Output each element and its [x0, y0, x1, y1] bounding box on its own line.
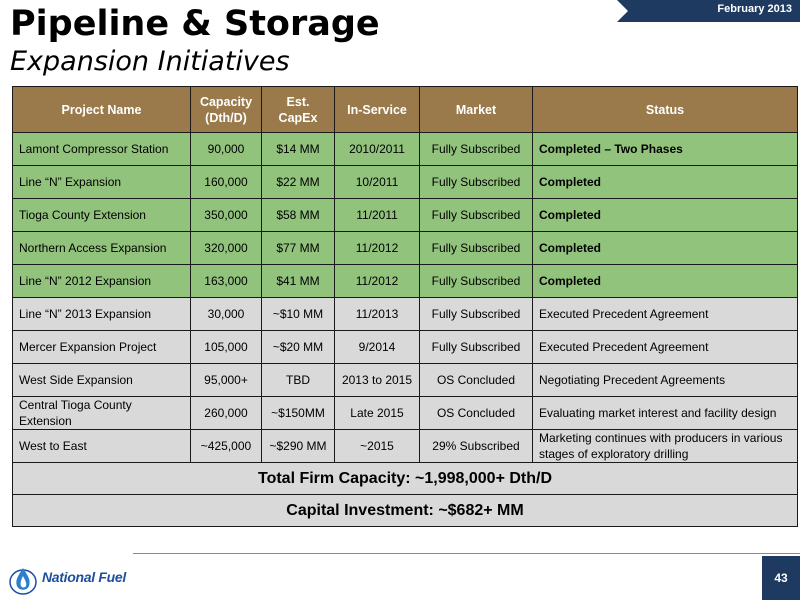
- capital-investment-row-text: Capital Investment: ~$682+ MM: [13, 495, 798, 527]
- cell-capex: $77 MM: [262, 232, 335, 265]
- page-number: 43: [762, 556, 800, 600]
- cell-in-service: 11/2012: [335, 232, 420, 265]
- cell-market: OS Concluded: [420, 397, 533, 430]
- cell-capex: ~$20 MM: [262, 331, 335, 364]
- cell-market: Fully Subscribed: [420, 265, 533, 298]
- date-label: February 2013: [717, 3, 792, 15]
- cell-project: Mercer Expansion Project: [13, 331, 191, 364]
- table-row: [13, 397, 798, 430]
- table-row: [13, 265, 798, 298]
- col-status: Status: [533, 87, 798, 133]
- cell-capex: TBD: [262, 364, 335, 397]
- cell-capacity: 160,000: [191, 166, 262, 199]
- cell-capacity: 320,000: [191, 232, 262, 265]
- cell-in-service: 10/2011: [335, 166, 420, 199]
- cell-capacity: 30,000: [191, 298, 262, 331]
- cell-capacity: 260,000: [191, 397, 262, 430]
- cell-status: Completed: [533, 166, 798, 199]
- cell-status: Completed: [533, 265, 798, 298]
- cell-capacity: 95,000+: [191, 364, 262, 397]
- cell-capacity: 90,000: [191, 133, 262, 166]
- cell-capex: ~$10 MM: [262, 298, 335, 331]
- col-capacity-line1: Capacity: [199, 94, 253, 109]
- col-capex: [262, 87, 335, 133]
- total-capacity-row: [13, 463, 798, 495]
- capital-investment-row: [13, 495, 798, 527]
- table-header-row: [13, 87, 798, 133]
- cell-market: 29% Subscribed: [420, 430, 533, 463]
- logo-wordmark: National Fuel: [42, 569, 126, 585]
- page-subtitle: Expansion Initiatives: [10, 46, 290, 77]
- cell-capacity: 163,000: [191, 265, 262, 298]
- cell-market: Fully Subscribed: [420, 298, 533, 331]
- col-capex-line1: Est.: [286, 94, 310, 109]
- table-row: [13, 364, 798, 397]
- table-row: [13, 331, 798, 364]
- cell-capacity: 350,000: [191, 199, 262, 232]
- col-project-name: Project Name: [13, 87, 191, 133]
- col-market: Market: [420, 87, 533, 133]
- cell-project: Northern Access Expansion: [13, 232, 191, 265]
- cell-in-service: ~2015: [335, 430, 420, 463]
- cell-in-service: 9/2014: [335, 331, 420, 364]
- cell-market: Fully Subscribed: [420, 166, 533, 199]
- expansion-table: [12, 86, 798, 527]
- cell-status: Negotiating Precedent Agreements: [533, 364, 798, 397]
- cell-project: Central Tioga County Extension: [13, 397, 191, 430]
- cell-capacity: 105,000: [191, 331, 262, 364]
- table-row: [13, 430, 798, 463]
- cell-market: Fully Subscribed: [420, 199, 533, 232]
- cell-market: Fully Subscribed: [420, 232, 533, 265]
- cell-capex: ~$290 MM: [262, 430, 335, 463]
- cell-market: OS Concluded: [420, 364, 533, 397]
- cell-project: Line “N” Expansion: [13, 166, 191, 199]
- flame-drop-icon: [8, 562, 38, 596]
- cell-in-service: 2013 to 2015: [335, 364, 420, 397]
- cell-in-service: 2010/2011: [335, 133, 420, 166]
- cell-capacity: ~425,000: [191, 430, 262, 463]
- cell-capex: $41 MM: [262, 265, 335, 298]
- cell-status: Completed: [533, 199, 798, 232]
- national-fuel-logo: [8, 562, 148, 596]
- cell-market: Fully Subscribed: [420, 133, 533, 166]
- table-row: [13, 166, 798, 199]
- cell-capex: $14 MM: [262, 133, 335, 166]
- cell-status: Executed Precedent Agreement: [533, 298, 798, 331]
- cell-in-service: 11/2011: [335, 199, 420, 232]
- cell-project: Tioga County Extension: [13, 199, 191, 232]
- table-row: [13, 199, 798, 232]
- cell-capex: $22 MM: [262, 166, 335, 199]
- cell-capex: $58 MM: [262, 199, 335, 232]
- cell-in-service: Late 2015: [335, 397, 420, 430]
- cell-project: Line “N” 2013 Expansion: [13, 298, 191, 331]
- col-capex-line2: CapEx: [278, 110, 318, 125]
- cell-status: Completed: [533, 232, 798, 265]
- cell-in-service: 11/2012: [335, 265, 420, 298]
- cell-in-service: 11/2013: [335, 298, 420, 331]
- page-title: Pipeline & Storage: [10, 4, 380, 44]
- cell-status: Executed Precedent Agreement: [533, 331, 798, 364]
- table-row: [13, 232, 798, 265]
- cell-status: Marketing continues with producers in various stages of exploratory drilling: [533, 430, 798, 463]
- cell-project: West to East: [13, 430, 191, 463]
- date-badge: [617, 0, 800, 22]
- table-row: [13, 298, 798, 331]
- cell-project: Line “N” 2012 Expansion: [13, 265, 191, 298]
- total-capacity-row-text: Total Firm Capacity: ~1,998,000+ Dth/D: [13, 463, 798, 495]
- cell-project: West Side Expansion: [13, 364, 191, 397]
- cell-status: Completed – Two Phases: [533, 133, 798, 166]
- col-capacity-line2: (Dth/D): [205, 110, 247, 125]
- table-row: [13, 133, 798, 166]
- col-in-service: In-Service: [335, 87, 420, 133]
- col-capacity: [191, 87, 262, 133]
- cell-project: Lamont Compressor Station: [13, 133, 191, 166]
- cell-market: Fully Subscribed: [420, 331, 533, 364]
- footer-rule: [133, 553, 800, 554]
- cell-status: Evaluating market interest and facility design: [533, 397, 798, 430]
- cell-capex: ~$150MM: [262, 397, 335, 430]
